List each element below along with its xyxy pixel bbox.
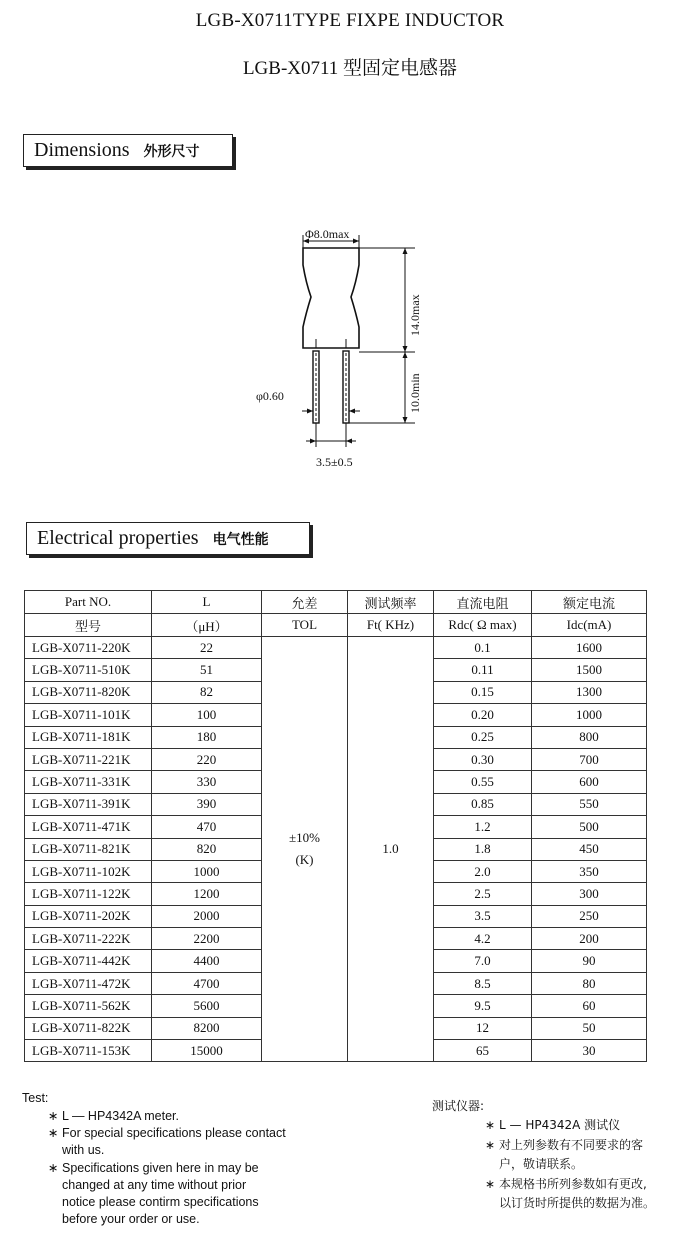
header-freq: Ft( KHz) [348, 614, 434, 637]
header-part-zh: 型号 [25, 614, 152, 637]
lead-right [343, 351, 349, 423]
idc-cell: 80 [532, 972, 647, 994]
part-number-cell: LGB-X0711-472K [25, 972, 152, 994]
idc-cell: 450 [532, 838, 647, 860]
part-number-cell: LGB-X0711-331K [25, 771, 152, 793]
rdc-cell: 0.55 [434, 771, 532, 793]
inductance-cell: 1200 [152, 883, 262, 905]
part-number-cell: LGB-X0711-153K [25, 1040, 152, 1062]
part-number-cell: LGB-X0711-181K [25, 726, 152, 748]
inductance-cell: 180 [152, 726, 262, 748]
dimensions-label-en: Dimensions [34, 139, 130, 161]
part-number-cell: LGB-X0711-202K [25, 905, 152, 927]
inductance-cell: 4400 [152, 950, 262, 972]
tolerance-value: ±10% [289, 830, 320, 846]
part-number-cell: LGB-X0711-822K [25, 1017, 152, 1039]
test-heading-en: Test: [22, 1091, 49, 1105]
rdc-cell: 8.5 [434, 972, 532, 994]
idc-cell: 800 [532, 726, 647, 748]
header-freq-zh: 测试频率 [348, 591, 434, 614]
header-tol-zh: 允差 [262, 591, 348, 614]
rdc-cell: 1.2 [434, 816, 532, 838]
idc-cell: 200 [532, 928, 647, 950]
header-tol: TOL [262, 614, 348, 637]
note-zh-item: ∗ L — HP4342A 测试仪 [485, 1118, 621, 1132]
header-idc: Idc(mA) [532, 614, 647, 637]
part-number-cell: LGB-X0711-102K [25, 860, 152, 882]
part-number-cell: LGB-X0711-821K [25, 838, 152, 860]
idc-cell: 1500 [532, 659, 647, 681]
inductance-cell: 2000 [152, 905, 262, 927]
test-frequency-cell: 1.0 [348, 637, 434, 1062]
tolerance-code: (K) [295, 852, 314, 868]
inductance-cell: 4700 [152, 972, 262, 994]
idc-cell: 50 [532, 1017, 647, 1039]
test-heading-zh: 测试仪器: [432, 1099, 485, 1113]
inductor-body [303, 248, 359, 348]
inductance-cell: 220 [152, 748, 262, 770]
idc-cell: 300 [532, 883, 647, 905]
part-number-cell: LGB-X0711-562K [25, 995, 152, 1017]
rdc-cell: 3.5 [434, 905, 532, 927]
inductance-cell: 5600 [152, 995, 262, 1017]
electrical-label-box [26, 522, 310, 555]
spec-table [24, 590, 647, 1062]
table-row [25, 637, 647, 659]
rdc-cell: 4.2 [434, 928, 532, 950]
title-en: LGB-X0711TYPE FIXPE INDUCTOR [195, 10, 505, 31]
rdc-cell: 12 [434, 1017, 532, 1039]
inductor-dimension-drawing [240, 215, 440, 480]
inductance-cell: 8200 [152, 1017, 262, 1039]
rdc-cell: 65 [434, 1040, 532, 1062]
note-zh-item: ∗ 本规格书所列参数如有更改, [485, 1176, 647, 1191]
test-notes-zh [485, 1116, 655, 1214]
inductance-cell: 15000 [152, 1040, 262, 1062]
idc-cell: 700 [532, 748, 647, 770]
note-zh-item-cont: 户，敬请联系。 [499, 1157, 584, 1171]
table-header-row-top [25, 591, 647, 614]
note-zh-item: ∗ 对上列参数有不同要求的客 [485, 1137, 644, 1152]
rdc-cell: 0.15 [434, 681, 532, 703]
note-en-item-cont: with us. [62, 1143, 105, 1158]
idc-cell: 250 [532, 905, 647, 927]
electrical-label-en: Electrical properties [37, 527, 199, 549]
inductance-cell: 22 [152, 637, 262, 659]
rdc-cell: 9.5 [434, 995, 532, 1017]
dim-lead-diameter-text: φ0.60 [256, 389, 284, 403]
idc-cell: 550 [532, 793, 647, 815]
note-en-item: ∗ For special specifications please contact [48, 1126, 286, 1141]
table-header-row-bottom [25, 614, 647, 637]
inductance-cell: 330 [152, 771, 262, 793]
rdc-cell: 0.30 [434, 748, 532, 770]
electrical-label-zh: 电气性能 [212, 531, 269, 548]
header-part-no: Part NO. [25, 591, 152, 614]
part-number-cell: LGB-X0711-101K [25, 704, 152, 726]
idc-cell: 90 [532, 950, 647, 972]
rdc-cell: 7.0 [434, 950, 532, 972]
part-number-cell: LGB-X0711-220K [25, 637, 152, 659]
inductance-cell: 100 [152, 704, 262, 726]
part-number-cell: LGB-X0711-221K [25, 748, 152, 770]
note-en-item-cont: notice please contirm specifications [62, 1195, 259, 1210]
idc-cell: 1600 [532, 637, 647, 659]
part-number-cell: LGB-X0711-442K [25, 950, 152, 972]
inductance-cell: 390 [152, 793, 262, 815]
part-number-cell: LGB-X0711-391K [25, 793, 152, 815]
inductance-cell: 51 [152, 659, 262, 681]
rdc-cell: 0.11 [434, 659, 532, 681]
tolerance-cell [262, 637, 348, 1062]
idc-cell: 1300 [532, 681, 647, 703]
dimensions-label-zh: 外形尺寸 [143, 143, 200, 160]
idc-cell: 1000 [532, 704, 647, 726]
rdc-cell: 0.85 [434, 793, 532, 815]
rdc-cell: 0.1 [434, 637, 532, 659]
dim-pitch-text: 3.5±0.5 [316, 455, 353, 469]
header-rdc: Rdc( Ω max) [434, 614, 532, 637]
dim-diameter-text: Φ8.0max [305, 227, 350, 241]
lead-left [313, 351, 319, 423]
inductance-cell: 2200 [152, 928, 262, 950]
rdc-cell: 1.8 [434, 838, 532, 860]
note-en-item-cont: before your order or use. [62, 1212, 200, 1227]
part-number-cell: LGB-X0711-820K [25, 681, 152, 703]
inductance-cell: 1000 [152, 860, 262, 882]
idc-cell: 500 [532, 816, 647, 838]
inductance-cell: 470 [152, 816, 262, 838]
inductance-cell: 82 [152, 681, 262, 703]
dim-lead-length-text: 10.0min [408, 373, 422, 413]
inductance-cell: 820 [152, 838, 262, 860]
part-number-cell: LGB-X0711-122K [25, 883, 152, 905]
rdc-cell: 0.20 [434, 704, 532, 726]
note-en-item-cont: changed at any time without prior [62, 1177, 247, 1192]
rdc-cell: 2.5 [434, 883, 532, 905]
idc-cell: 30 [532, 1040, 647, 1062]
part-number-cell: LGB-X0711-510K [25, 659, 152, 681]
note-en-item: ∗ Specifications given here in may be [48, 1160, 259, 1175]
idc-cell: 60 [532, 995, 647, 1017]
header-idc-zh: 额定电流 [532, 591, 647, 614]
idc-cell: 600 [532, 771, 647, 793]
part-number-cell: LGB-X0711-222K [25, 928, 152, 950]
header-l-unit: （μH） [152, 614, 262, 637]
header-rdc-zh: 直流电阻 [434, 591, 532, 614]
idc-cell: 350 [532, 860, 647, 882]
test-notes-en [48, 1108, 286, 1228]
dim-height-text: 14.0max [408, 294, 422, 336]
dimensions-label-box [23, 134, 233, 167]
title-zh: LGB-X0711 型固定电感器 [242, 58, 458, 79]
note-zh-item-cont: 以订货时所提供的数据为准。 [499, 1196, 656, 1210]
rdc-cell: 2.0 [434, 860, 532, 882]
note-en-item: ∗ L — HP4342A meter. [48, 1109, 179, 1123]
header-l: L [152, 591, 262, 614]
part-number-cell: LGB-X0711-471K [25, 816, 152, 838]
rdc-cell: 0.25 [434, 726, 532, 748]
